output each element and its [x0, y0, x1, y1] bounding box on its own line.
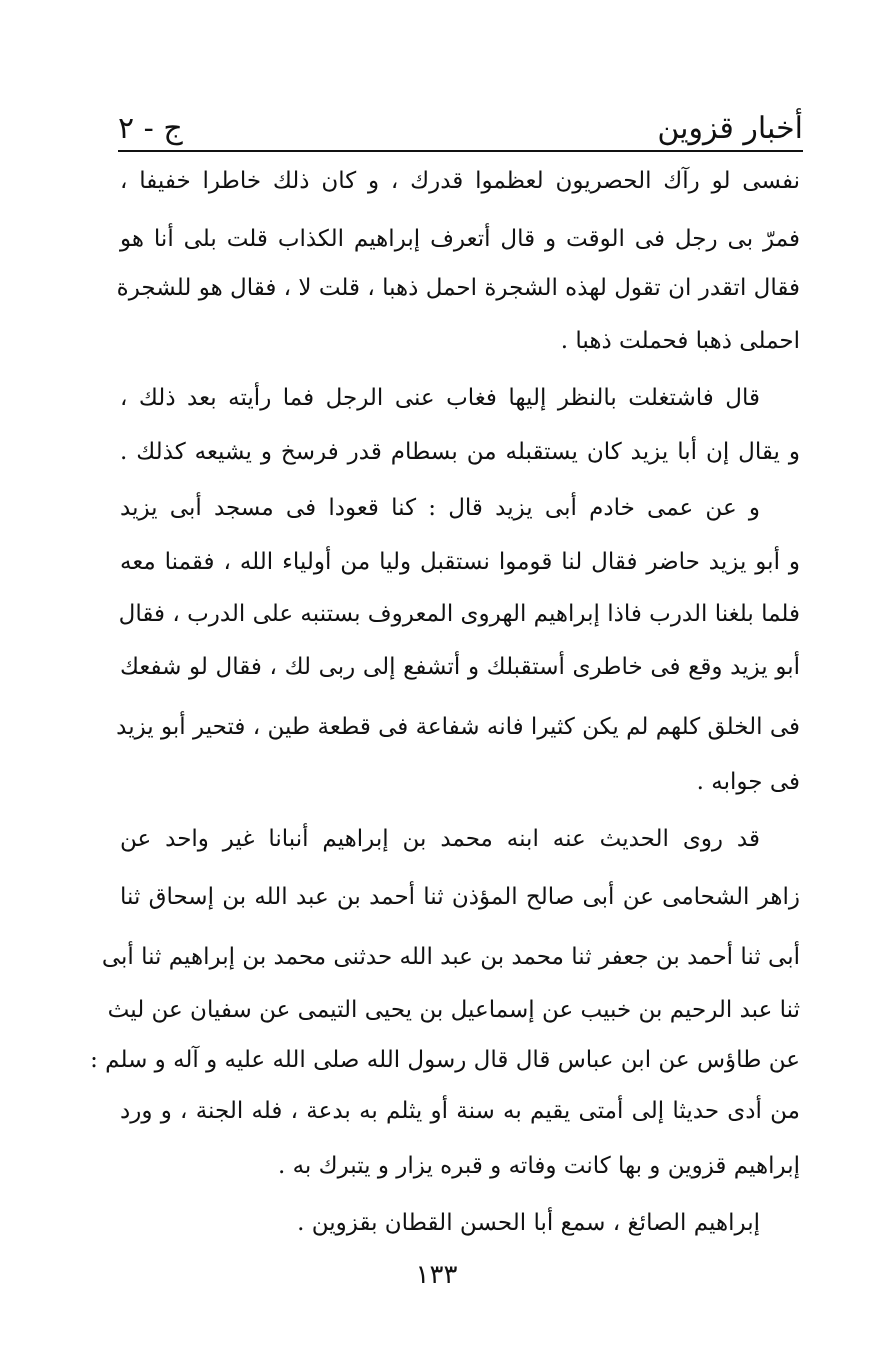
text-line: و أبو يزيد حاضر فقال لنا قوموا نستقبل وليا من أولياء الله ، فقمنا معه — [120, 549, 800, 575]
running-title: أخبار قزوين — [657, 111, 803, 146]
text-line: أبو يزيد وقع فى خاطرى أستقبلك و أتشفع إلى ربى لك ، فقال لو شفعك — [120, 654, 800, 680]
text-line: فى جوابه . — [696, 769, 800, 795]
text-line: عن طاؤس عن ابن عباس قال قال رسول الله صلى الله عليه و آله و سلم : — [90, 1047, 800, 1073]
text-line: فقال اتقدر ان تقول لهذه الشجرة احمل ذهبا ، قلت لا ، فقال هو للشجرة — [116, 275, 800, 301]
text-line: قد روى الحديث عنه ابنه محمد بن إبراهيم أنبانا غير واحد عن — [120, 826, 760, 852]
body-text — [90, 0, 800, 1351]
text-line: من أدى حديثا إلى أمتى يقيم به سنة أو يثلم به بدعة ، فله الجنة ، و ورد — [120, 1098, 800, 1124]
text-line: زاهر الشحامى عن أبى صالح المؤذن ثنا أحمد بن عبد الله بن إسحاق ثنا — [120, 884, 800, 910]
text-line: و عن عمى خادم أبى يزيد قال : كنا قعودا فى مسجد أبى يزيد — [120, 495, 760, 521]
text-line: فمرّ بى رجل فى الوقت و قال أتعرف إبراهيم الكذاب قلت بلى أنا هو — [120, 226, 800, 252]
text-line: فلما بلغنا الدرب فاذا إبراهيم الهروى المعروف بستنبه على الدرب ، فقال — [118, 601, 800, 627]
page-number: ١٣٣ — [415, 1260, 458, 1290]
text-line: نفسى لو رآك الحصريون لعظموا قدرك ، و كان ذلك خاطرا خفيفا ، — [120, 168, 800, 194]
text-line: ثنا عبد الرحيم بن خبيب عن إسماعيل بن يحيى التيمى عن سفيان عن ليث — [107, 997, 800, 1023]
volume-label: ج - ٢ — [118, 111, 183, 146]
text-line: و يقال إن أبا يزيد كان يستقبله من بسطام قدر فرسخ و يشيعه كذلك . — [120, 439, 800, 465]
text-line: إبراهيم قزوين و بها كانت وفاته و قبره يزار و يتبرك به . — [277, 1153, 800, 1179]
text-line: أبى ثنا أحمد بن جعفر ثنا محمد بن عبد الله حدثنى محمد بن إبراهيم ثنا أبى — [101, 944, 800, 970]
text-line: فى الخلق كلهم لم يكن كثيرا فانه شفاعة فى قطعة طين ، فتحير أبو يزيد — [116, 714, 800, 740]
text-line: قال فاشتغلت بالنظر إليها فغاب عنى الرجل فما رأيته بعد ذلك ، — [120, 385, 760, 411]
text-line: احملى ذهبا فحملت ذهبا . — [560, 328, 800, 354]
text-line: إبراهيم الصائغ ، سمع أبا الحسن القطان بقزوين . — [297, 1210, 760, 1236]
